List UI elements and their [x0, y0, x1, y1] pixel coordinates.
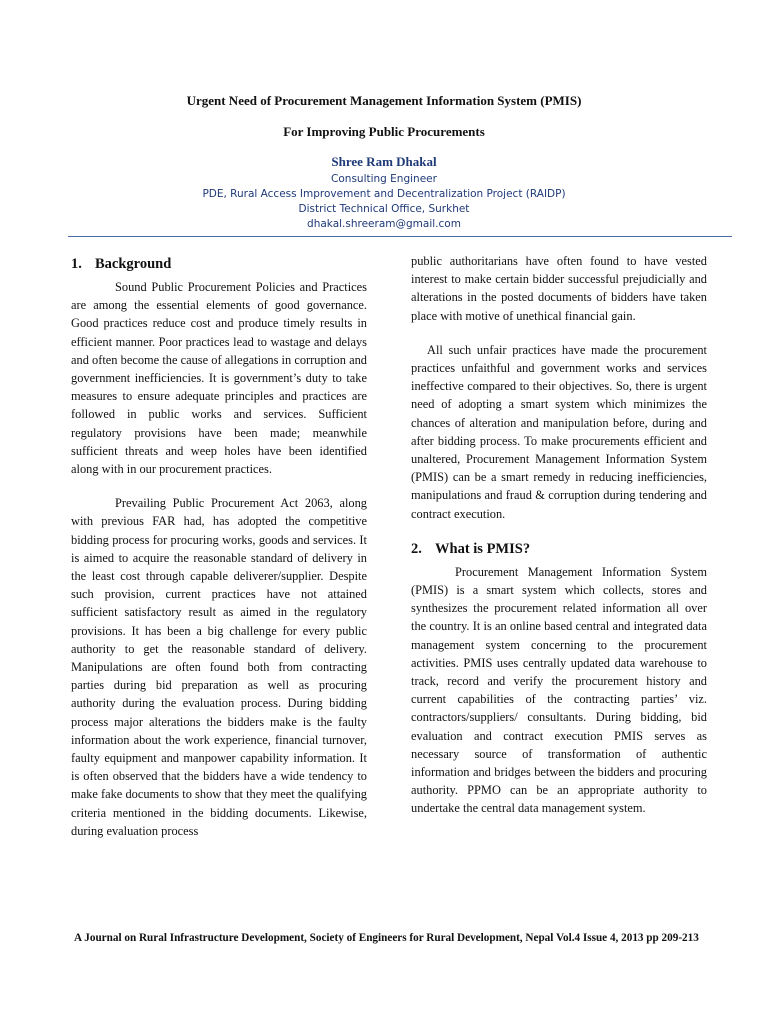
journal-citation: A Journal on Rural Infrastructure Development, Society of Engineers for Rural Development, Nepal Vol.4 Issue 4, 2013 pp 209-213 — [74, 932, 699, 944]
author-email: dhakal.shreeram@gmail.com — [307, 218, 461, 230]
section-heading-background — [71, 254, 367, 274]
section-number: 1. — [71, 256, 82, 272]
author-office: District Technical Office, Surkhet — [298, 203, 470, 215]
author-organization: PDE, Rural Access Improvement and Decentralization Project (RAIDP) — [202, 188, 566, 200]
author-position: Consulting Engineer — [331, 173, 437, 185]
right-column — [411, 252, 707, 834]
section-title: What is PMIS? — [435, 540, 531, 557]
author-name: Shree Ram Dhakal — [331, 154, 437, 169]
header-divider — [68, 236, 732, 237]
paragraph: Prevailing Public Procurement Act 2063, along with previous FAR had, has adopted the competitive bidding process for procuring works, goods and services. It is aimed to acquire the reasonable standard of delivery in the least cost through capable deliverer/supplier. Despite such provision, current practices have not attained sufficient satisfactory result as aimed in the regulatory provisions. It has been a big challenge for every public authority to get the reasonable standard of delivery. Manipulations are often found both from contracting parties during bid preparation as well as procuring authority during the evaluation process. During bidding process major alterations the bidders make is the faulty information about the work experience, financial turnover, faulty equipment and manpower capability information. It is often observed that the bidders have a wide tendency to make fake documents to show that they meet the qualifying criteria mentioned in the bidding documents. Likewise, during evaluation process — [71, 496, 367, 838]
paragraph: All such unfair practices have made the procurement practices unfaithful and government works and services ineffective compared to their objectives. So, there is urgent need of adopting a smart system which minimizes the chances of alteration and manipulation before, during and after bidding process. To make procurements efficient and unaltered, Procurement Management Information System (PMIS) can be a smart remedy in reducing inefficiencies, manipulations and fraud & corruption during tendering and contract execution. — [411, 342, 707, 521]
paragraph: Procurement Management Information System (PMIS) is a smart system which collects, stores and synthesizes the procurement related information all over the country. It is an online based central and integrated data management system concerning to the procurement activities. PMIS uses centrally updated data warehouse to track, record and verify the procurement history and current capabilities of the contracting parties’ viz. contractors/suppliers/ consultants. During bidding, bid evaluation and contract execution PMIS serves as necessary source of transformation of authentic information and bridges between the bidders and procuring authority. PPMO can be an appropriate authority to undertake the central data management system. — [411, 564, 707, 816]
section-heading-what-is-pmis — [411, 539, 707, 559]
paragraph: public authoritarians have often found to have vested interest to make certain bidder successful prejudicially and alterations in the posted documents of bidders have taken place with motive of unethical financial gain. — [411, 254, 707, 323]
section-number: 2. — [411, 540, 422, 557]
paper-title: Urgent Need of Procurement Management Information System (PMIS) — [186, 93, 582, 108]
section-title: Background — [95, 256, 172, 272]
paper-subtitle: For Improving Public Procurements — [283, 124, 485, 139]
left-column — [71, 252, 367, 856]
paragraph: Sound Public Procurement Policies and Practices are among the essential elements of good governance. Good practices reduce cost and produce timely results in efficient manner. Poor practices lead to wastage and delays and often become the cause of allegations in corruption and government inefficiencies. It is government’s duty to take measures to ensure adequate principles and practices are followed in public works and services. Sufficient regulatory provisions have been made; meanwhile sufficient threats and weep holes have been identified along with in our procurement practices. — [71, 280, 367, 477]
